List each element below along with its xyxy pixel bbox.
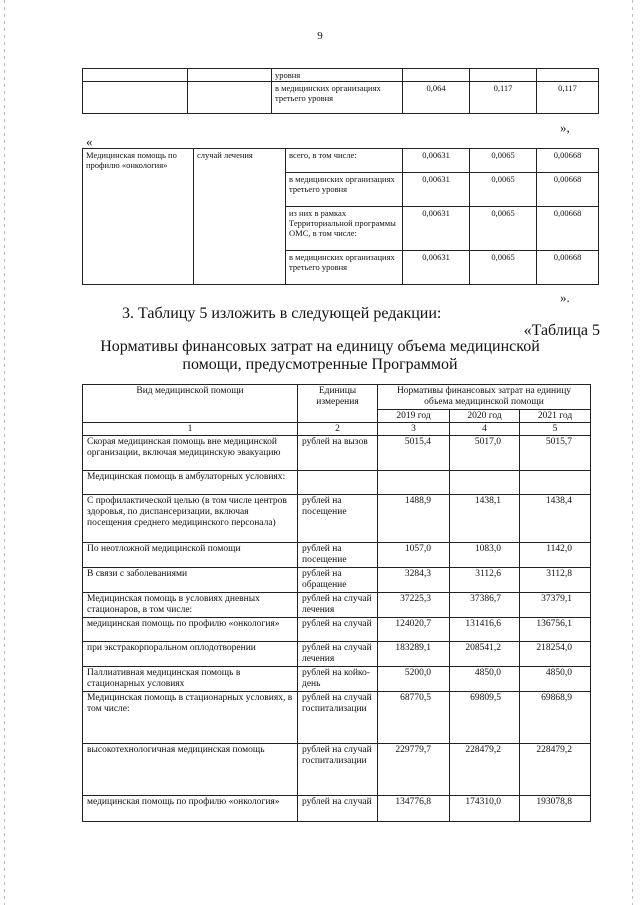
table-row: Медицинская помощь в условиях дневных стационаров, в том числе: рублей на случай лечения 37225,3 37386,7 37379,1 — [83, 593, 591, 618]
header-year-2020: 2020 год — [450, 410, 520, 423]
table5-header-row — [83, 385, 591, 410]
oncology-unit: случай лечения — [194, 149, 286, 285]
table-row: Медицинская помощь по профилю «онкология» случай лечения всего, в том числе: 0,00631 0,0065 0,00668 — [83, 149, 599, 173]
table-row: медицинская помощь по профилю «онкология» рублей на случай 124020,7 131416,6 136756,1 — [83, 618, 591, 642]
table-row: Медицинская помощь в амбулаторных условиях: — [83, 471, 591, 495]
table-row: высокотехнологичная медицинская помощь рублей на случай госпитализации 229779,7 228479,2 228479,2 — [83, 744, 591, 796]
table5-title-line1: Нормативы финансовых затрат на единицу объема медицинской — [100, 338, 540, 355]
header-norms: Нормативы финансовых затрат на единицу объема медицинской помощи — [378, 385, 591, 410]
previous-table-fragment — [82, 68, 599, 114]
table-row: В связи с заболеваниями рублей на обращение 3284,3 3112,6 3112,8 — [83, 568, 591, 593]
page-number: 9 — [317, 30, 323, 42]
closing-quote-2: ». — [560, 290, 570, 305]
row-label: уровня — [272, 69, 403, 82]
table-row: в медицинских организациях третьего уровня 0,00631 0,0065 0,00668 — [83, 251, 599, 285]
value-2019: 0,064 — [403, 82, 470, 114]
table-row: Паллиативная медицинская помощь в стационарных условиях рублей на койко-день 5200,0 4850,0 4850,0 — [83, 667, 591, 692]
table-row: в медицинских организациях третьего уровня 0,00631 0,0065 0,00668 — [83, 173, 599, 207]
table-row: По неотложной медицинской помощи рублей на посещение 1057,0 1083,0 1142,0 — [83, 543, 591, 568]
table-row — [83, 82, 599, 114]
header-year-2021: 2021 год — [520, 410, 591, 423]
header-units: Единицы измерения — [298, 385, 378, 423]
oncology-kind: Медицинская помощь по профилю «онкология» — [83, 149, 194, 285]
value-2020: 0,117 — [470, 82, 537, 114]
instruction-text: 3. Таблицу 5 изложить в следующей редакции: — [122, 305, 442, 322]
oncology-table — [82, 148, 599, 285]
value-2021: 0,117 — [537, 82, 599, 114]
table-row: при экстракорпоральном оплодотворении рублей на случай лечения 183289,1 208541,2 218254,0 — [83, 642, 591, 667]
table-row: из них в рамках Территориальной программы ОМС, в том числе: 0,00631 0,0065 0,00668 — [83, 207, 599, 251]
table5-colnum-row: 1 2 3 4 5 — [83, 423, 591, 436]
scan-left-edge — [4, 0, 5, 905]
header-kind: Вид медицинской помощи — [83, 385, 298, 423]
table-row: С профилактической целью (в том числе центров здоровья, по диспансеризации, включая посещения среднего медицинского персонала) рублей на посещение 1488,9 1438,1 1438,4 — [83, 495, 591, 543]
closing-quote-1: », — [560, 120, 570, 135]
table-row: Скорая медицинская помощь вне медицинской организации, включая медицинскую эвакуацию рублей на вызов 5015,4 5017,0 5015,7 — [83, 436, 591, 471]
table5-title-line2: помощи, предусмотренные Программой — [182, 356, 458, 373]
opening-quote: « — [86, 134, 93, 149]
table-row: медицинская помощь по профилю «онкология» рублей на случай 134776,8 174310,0 193078,8 — [83, 796, 591, 822]
row-label: в медицинских организациях третьего уровня — [272, 82, 403, 114]
scan-right-edge — [632, 0, 633, 905]
table-row: Медицинская помощь в стационарных условиях, в том числе: рублей на случай госпитализации 68770,5 69809,5 69868,9 — [83, 692, 591, 744]
table5 — [82, 384, 591, 822]
table-row — [83, 69, 599, 82]
table5-label: «Таблица 5 — [523, 322, 600, 339]
header-year-2019: 2019 год — [378, 410, 450, 423]
